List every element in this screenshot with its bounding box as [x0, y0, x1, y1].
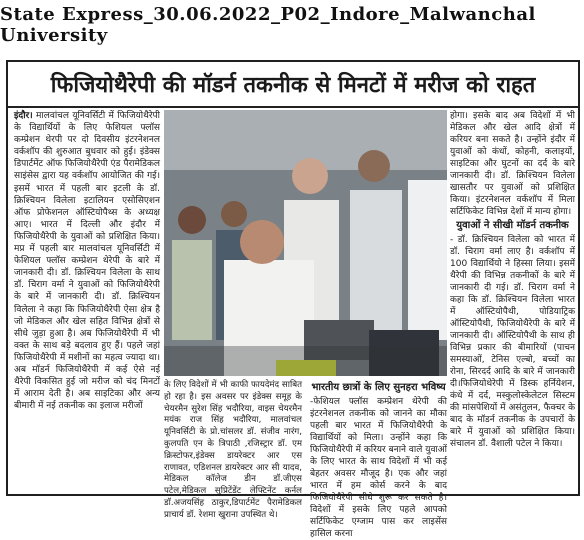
page-header: State Express_30.06.2022_P02_Indore_Malwanchal University — [0, 4, 536, 46]
article-headline: फिजियोथैरेपी की मॉडर्न तकनीक से मिनटों में मरीज को राहत — [8, 62, 578, 108]
article-photo — [164, 110, 447, 376]
news-article — [6, 60, 580, 539]
middle-column-text: -फेशियल फ्लॉस कम्प्रेशन थेरेपी की इंटरनेशनल तकनीक को जानने का मौका पहली बार भारत में फिजियोथैरेपी के विद्यार्थियों को मिला। उन्होंने कहा कि फिजियोथैरेपी में करियर बनाने वाले युवाओं के लिए भारत के साथ विदेशों में भी कई बेहतर अवसर मौजूद है। एक और जहां भारत में हम कोर्स करने के बाद फिजियोथैरेपी सीधे शुरू कर सकते है। विदेशों में इसके लिए पहले आपको सर्टिफिकेट एग्जाम पास कर लाइसेंस हासिल करना — [310, 397, 447, 539]
dateline: इंदौर। — [14, 111, 33, 121]
subheading-modern-technique: युवाओं ने सीखी मॉडर्न तकनीक — [456, 220, 569, 231]
photo-caption-column: के लिए विदेशों में भी काफी फायदेमंद साबित हो रहा है। इस अवसर पर इंडेक्स समूह के चेयरमैन सुरेश सिंह भदौरिया, वाइस चेयरमैन मयंक राज सिंह भदौरिया, मालवांचल यूनिवर्सिटी के प्रो.चांसलर डॉ. संजीव नारंग, कुलपति एन के त्रिपाठी ,रजिस्ट्रार डॉ. एम क्रिस्टोफर,इंडेक्स डायरेक्टर आर एस राणावत, एडिशनल डायरेक्टर आर सी यादव, मेडिकल कॉलेज डीन डॉ.जीएस पटेल,मेडिकल सुप्रिटेंडेंट लेफ्टिनेंट कर्नल डॉ.अजयसिंह ठाकुर,डिपार्टमेंट पैरामेडिकल प्राचार्य डॉ. रेशमा खुराना उपस्थित थे। — [164, 380, 302, 520]
right-column — [450, 110, 575, 450]
middle-column — [310, 380, 447, 540]
left-column-text: मालवांचल यूनिवर्सिटी में फिजियोथैरेपी के विद्यार्थियों के लिए फेशियल फ्लॉस कम्प्रेशन थेरपी पर दो दिवसीय इंटरनेशनल वर्कशॉप की शुरुआत बुधवार को हुई। इंडेक्स डिपार्टमेंट ऑफ फिजियोथैरेपी एंड पैरामेडिकल साइंसेस द्वारा यह वर्कशॉप आयोजित की गई। इसमें भारत में पहली बार इटली के डॉ. क्रिश्चियन विलेला इटालियन एसोसिएशन ऑफ प्रोफेशनल ऑस्टियोपैथ्स के अध्यक्ष आए। भारत में दिल्ली और इंदौर में फिजियोथैरेपी के युवाओं को प्रशिक्षित किया। मप्र में पहली बार मालवांचल यूनिवर्सिटी में फेशियल फ्लॉस कम्प्रेशन थेरेपी के बारे में जानकारी दी। डॉ. क्रिश्चियन विलेला के साथ डॉ. चिराग वर्मा ने युवाओं को फिजियोथैरेपी के बारे में जानकारी दी। डॉ. क्रिश्चियन विलेला ने कहा कि फिजियोथैरेपी ऐसा क्षेत्र है जो मेडिकल और खेल सहित विभिन्न क्षेत्रों से सीधे जुड़ा हुआ है। अब फिजियोथैरेपी में भी वक्त के साथ बड़े बदलाव हुए हैं। पहले जहां फिजियोथैरेपी में मशीनों का महत्व ज्यादा था। अब मॉडर्न फिजियोथैरेपी में कई ऐसे नई थैरेपी विकसित हुई जो मरीज को चंद मिनटों में आराम देती है। अब साइटिका और अन्य बीमारी में नई तकनीक का इलाज मरीजों — [14, 111, 160, 412]
right-column-text-top: होगा। इसके बाद अब विदेशों में भी मेडिकल और खेल आदि क्षेत्रों में करियर बना सकते है। उन्होंने इंदौर में युवाओं को कंधों, कोहनी, कलाइयों, साइटिका और घुटनों का दर्द के बारे जानकारी दी। डॉ. क्रिश्चियन विलेला खासतौर पर युवाओं को प्रशिक्षित किया। इंटरनेशनल वर्कशॉप में मिला सर्टिफिकेट विभिन्न देशों में मान्य होगा। — [450, 111, 575, 217]
right-column-text-bottom: - डॉ. क्रिश्चियन विलेला को भारत में डॉ. चिराग वर्मा लाए है। वर्कशॉप में 100 विद्यार्थियो ने हिस्सा लिया। इसमें थैरेपी की विभिन्न तकनीकों के बारे में जानकारी दी गई। डॉ. चिराग वर्मा ने कहा कि डॉ. क्रिश्चियन विलेला भारत में ऑस्टियोपैथी, पोडियाट्रिक ऑस्टियोपैथी, फिजियोथैरेपी के बारे में जानकारी दी। ऑस्टियोपैथी के साथ ही विभिन्न प्रकार की बीमारियों (पाचन समस्याओं, टेनिस एल्बो, बच्चों का रोना, सिरदर्द आदि के बारे में जानकारी दी।फिजियोथेरेपी में डिस्क हर्नियेशन, कंधे में दर्द, मस्कुलोस्केलेटल सिस्टम की मांसपेशियों में असंतुलन, फैक्चर के बाद के मॉडर्न तकनीक के उपचारों के बारे में युवाओं को प्रशिक्षित किया। संचालन डॉ. वैशाली पटेल ने किया। — [450, 235, 575, 449]
subheading-future: भारतीय छात्रों के लिए सुनहरा भविष्य — [311, 382, 446, 393]
left-column — [14, 110, 160, 412]
photo-illustration — [164, 110, 447, 376]
